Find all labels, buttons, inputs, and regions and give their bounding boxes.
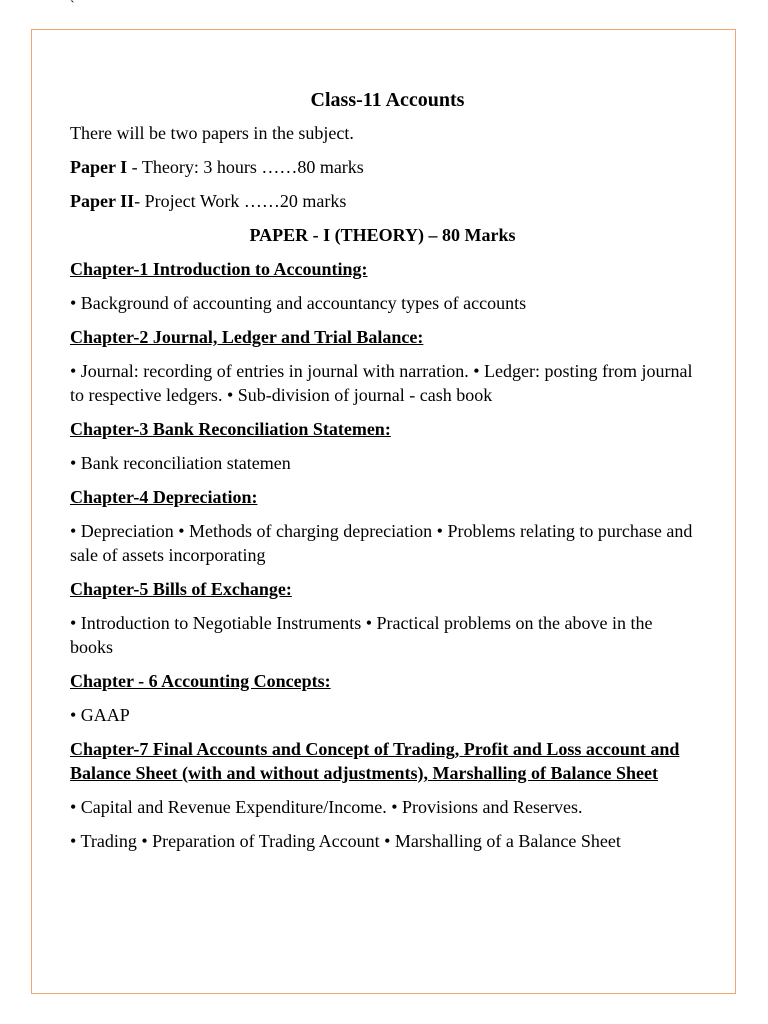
paper-one-line <box>70 155 695 179</box>
document-body <box>70 87 695 863</box>
intro-text: There will be two papers in the subject. <box>70 123 354 143</box>
chapter-1-body: • Background of accounting and accountancy types of accounts <box>70 293 527 313</box>
chapter-6-body: • GAAP <box>70 705 130 725</box>
chapter-5-heading: Chapter-5 Bills of Exchange: <box>70 579 292 599</box>
paper-one-label: Paper I <box>70 157 128 177</box>
chapter-7-heading: Chapter-7 Final Accounts and Concept of Trading, Profit and Loss account and Balance Sheet (with and without adjustments), Marshalling of Balance Sheet <box>70 739 680 783</box>
stray-mark: ` <box>70 0 75 14</box>
chapter-3-heading: Chapter-3 Bank Reconciliation Statemen: <box>70 419 391 439</box>
paper-two-text: - Project Work ……20 marks <box>134 191 347 211</box>
chapter-3-body: • Bank reconciliation statemen <box>70 453 291 473</box>
chapter-5-body: • Introduction to Negotiable Instruments • Practical problems on the above in the books <box>70 613 653 657</box>
chapter-7-body-1: • Capital and Revenue Expenditure/Income. • Provisions and Reserves. <box>70 797 583 817</box>
document-title: Class-11 Accounts <box>310 89 465 111</box>
paper-two-label: Paper II <box>70 191 135 211</box>
paper-one-text: - Theory: 3 hours ……80 marks <box>127 157 364 177</box>
chapter-4-heading: Chapter-4 Depreciation: <box>70 487 258 507</box>
chapter-6-heading: Chapter - 6 Accounting Concepts: <box>70 671 331 691</box>
chapter-7-body-2: • Trading • Preparation of Trading Account • Marshalling of a Balance Sheet <box>70 831 621 851</box>
paper-two-line <box>70 189 695 213</box>
chapter-1-heading: Chapter-1 Introduction to Accounting: <box>70 259 368 279</box>
chapter-4-body: • Depreciation • Methods of charging depreciation • Problems relating to purchase and sale of assets incorporating <box>70 521 693 565</box>
paper-heading: PAPER - I (THEORY) – 80 Marks <box>249 225 516 245</box>
chapter-2-heading: Chapter-2 Journal, Ledger and Trial Balance: <box>70 327 424 347</box>
chapter-2-body: • Journal: recording of entries in journal with narration. • Ledger: posting from journal to respective ledgers. • Sub-division of journal - cash book <box>70 361 693 405</box>
